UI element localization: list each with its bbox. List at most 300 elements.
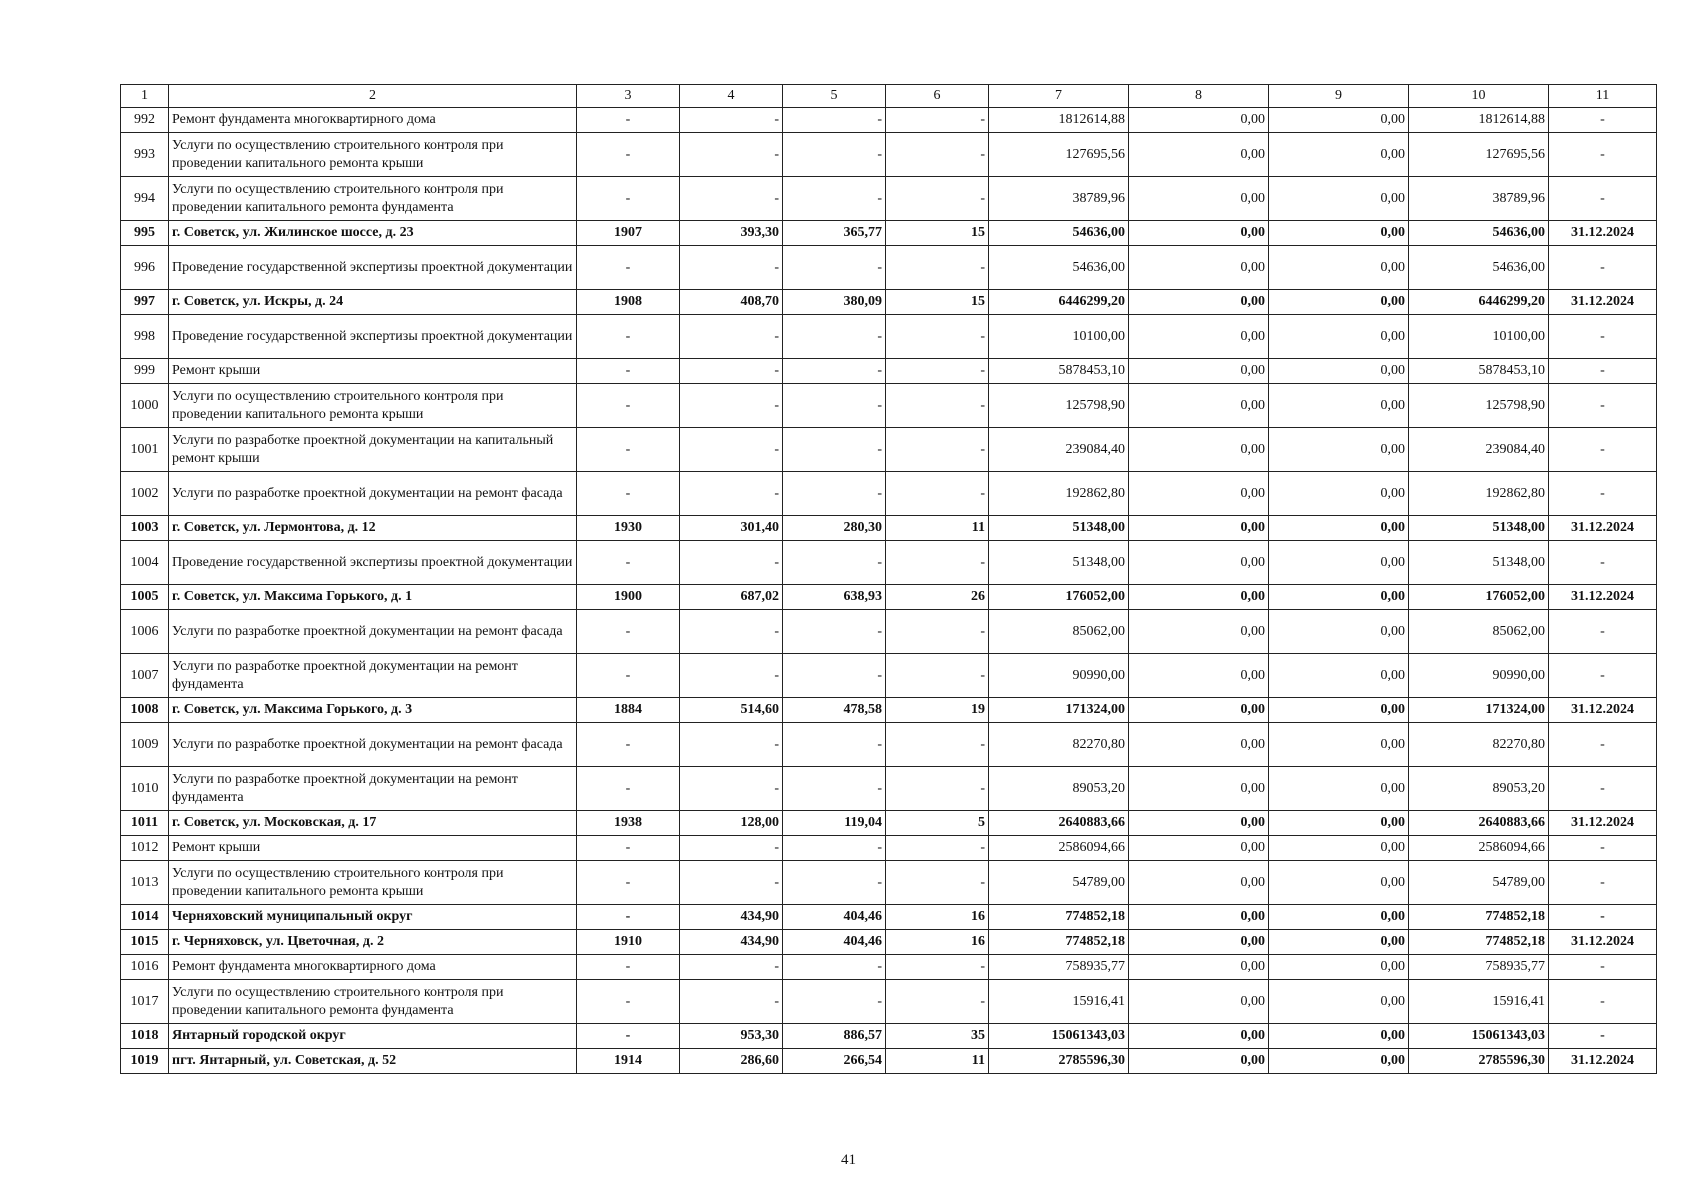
year-cell: 1910 xyxy=(577,930,680,955)
residents-cell: - xyxy=(886,980,989,1024)
residents-cell: - xyxy=(886,246,989,290)
deadline-cell: - xyxy=(1549,610,1657,654)
cost-col10-cell: 192862,80 xyxy=(1409,472,1549,516)
deadline-cell: - xyxy=(1549,723,1657,767)
table-row xyxy=(121,1024,1657,1049)
row-number-cell: 1000 xyxy=(121,384,169,428)
cost-col10-cell: 51348,00 xyxy=(1409,541,1549,585)
col-header-1: 1 xyxy=(121,85,169,108)
row-number-cell: 1008 xyxy=(121,698,169,723)
table-row xyxy=(121,723,1657,767)
page-number: 41 xyxy=(841,1152,856,1168)
table-row xyxy=(121,980,1657,1024)
deadline-cell: 31.12.2024 xyxy=(1549,516,1657,541)
cost-col10-cell: 176052,00 xyxy=(1409,585,1549,610)
cost-col9-cell: 0,00 xyxy=(1269,767,1409,811)
residents-cell: - xyxy=(886,359,989,384)
area-total-cell: 687,02 xyxy=(680,585,783,610)
cost-col9-cell: 0,00 xyxy=(1269,221,1409,246)
residents-cell: 5 xyxy=(886,811,989,836)
deadline-cell: - xyxy=(1549,861,1657,905)
deadline-cell: 31.12.2024 xyxy=(1549,930,1657,955)
deadline-cell: - xyxy=(1549,541,1657,585)
row-number-cell: 1006 xyxy=(121,610,169,654)
cost-col8-cell: 0,00 xyxy=(1129,836,1269,861)
cost-col9-cell: 0,00 xyxy=(1269,516,1409,541)
name-cell: Услуги по разработке проектной документации на ремонт фундамента xyxy=(169,654,577,698)
cost-col9-cell: 0,00 xyxy=(1269,384,1409,428)
col-header-11: 11 xyxy=(1549,85,1657,108)
deadline-cell: 31.12.2024 xyxy=(1549,1049,1657,1074)
cost-col10-cell: 774852,18 xyxy=(1409,905,1549,930)
cost-col8-cell: 0,00 xyxy=(1129,698,1269,723)
year-cell: 1938 xyxy=(577,811,680,836)
cost-col8-cell: 0,00 xyxy=(1129,767,1269,811)
name-cell: пгт. Янтарный, ул. Советская, д. 52 xyxy=(169,1049,577,1074)
cost-col10-cell: 6446299,20 xyxy=(1409,290,1549,315)
row-number-cell: 993 xyxy=(121,133,169,177)
residents-cell: - xyxy=(886,384,989,428)
cost-col8-cell: 0,00 xyxy=(1129,133,1269,177)
cost-total-cell: 90990,00 xyxy=(989,654,1129,698)
cost-total-cell: 2785596,30 xyxy=(989,1049,1129,1074)
col-header-2: 2 xyxy=(169,85,577,108)
cost-col8-cell: 0,00 xyxy=(1129,384,1269,428)
cost-col10-cell: 2640883,66 xyxy=(1409,811,1549,836)
deadline-cell: 31.12.2024 xyxy=(1549,811,1657,836)
cost-col8-cell: 0,00 xyxy=(1129,930,1269,955)
cost-col9-cell: 0,00 xyxy=(1269,315,1409,359)
cost-col10-cell: 2785596,30 xyxy=(1409,1049,1549,1074)
cost-total-cell: 1812614,88 xyxy=(989,108,1129,133)
name-cell: г. Советск, ул. Максима Горького, д. 1 xyxy=(169,585,577,610)
cost-total-cell: 85062,00 xyxy=(989,610,1129,654)
area-total-cell: - xyxy=(680,955,783,980)
cost-col10-cell: 90990,00 xyxy=(1409,654,1549,698)
residents-cell: - xyxy=(886,472,989,516)
year-cell: - xyxy=(577,1024,680,1049)
cost-total-cell: 5878453,10 xyxy=(989,359,1129,384)
table-row xyxy=(121,811,1657,836)
table-row xyxy=(121,246,1657,290)
area-living-cell: - xyxy=(783,861,886,905)
residents-cell: - xyxy=(886,133,989,177)
area-living-cell: 404,46 xyxy=(783,905,886,930)
name-cell: Янтарный городской округ xyxy=(169,1024,577,1049)
cost-total-cell: 6446299,20 xyxy=(989,290,1129,315)
works-table xyxy=(120,84,1657,1074)
area-living-cell: 280,30 xyxy=(783,516,886,541)
row-number-cell: 1013 xyxy=(121,861,169,905)
cost-col8-cell: 0,00 xyxy=(1129,1024,1269,1049)
deadline-cell: - xyxy=(1549,359,1657,384)
name-cell: Услуги по разработке проектной документации на капитальный ремонт крыши xyxy=(169,428,577,472)
area-total-cell: 434,90 xyxy=(680,930,783,955)
year-cell: 1900 xyxy=(577,585,680,610)
cost-col10-cell: 38789,96 xyxy=(1409,177,1549,221)
name-cell: Проведение государственной экспертизы проектной документации xyxy=(169,541,577,585)
cost-col10-cell: 125798,90 xyxy=(1409,384,1549,428)
name-cell: Проведение государственной экспертизы проектной документации xyxy=(169,246,577,290)
area-living-cell: - xyxy=(783,472,886,516)
name-cell: Услуги по осуществлению строительного контроля при проведении капитального ремонта фундамента xyxy=(169,177,577,221)
cost-total-cell: 171324,00 xyxy=(989,698,1129,723)
residents-cell: - xyxy=(886,955,989,980)
name-cell: Услуги по осуществлению строительного контроля при проведении капитального ремонта крыши xyxy=(169,384,577,428)
col-header-10: 10 xyxy=(1409,85,1549,108)
table-row xyxy=(121,836,1657,861)
cost-col9-cell: 0,00 xyxy=(1269,698,1409,723)
cost-total-cell: 239084,40 xyxy=(989,428,1129,472)
cost-col10-cell: 758935,77 xyxy=(1409,955,1549,980)
cost-col10-cell: 54636,00 xyxy=(1409,221,1549,246)
cost-col8-cell: 0,00 xyxy=(1129,315,1269,359)
cost-col9-cell: 0,00 xyxy=(1269,861,1409,905)
residents-cell: - xyxy=(886,108,989,133)
cost-col9-cell: 0,00 xyxy=(1269,1024,1409,1049)
row-number-cell: 1017 xyxy=(121,980,169,1024)
name-cell: Услуги по разработке проектной документации на ремонт фасада xyxy=(169,610,577,654)
year-cell: 1930 xyxy=(577,516,680,541)
residents-cell: - xyxy=(886,861,989,905)
year-cell: - xyxy=(577,108,680,133)
cost-total-cell: 774852,18 xyxy=(989,905,1129,930)
row-number-cell: 998 xyxy=(121,315,169,359)
year-cell: 1914 xyxy=(577,1049,680,1074)
area-living-cell: - xyxy=(783,980,886,1024)
table-row xyxy=(121,1049,1657,1074)
area-living-cell: 638,93 xyxy=(783,585,886,610)
table-row xyxy=(121,610,1657,654)
cost-total-cell: 758935,77 xyxy=(989,955,1129,980)
col-header-3: 3 xyxy=(577,85,680,108)
residents-cell: - xyxy=(886,315,989,359)
cost-col9-cell: 0,00 xyxy=(1269,472,1409,516)
residents-cell: - xyxy=(886,767,989,811)
cost-total-cell: 54636,00 xyxy=(989,221,1129,246)
table-row xyxy=(121,133,1657,177)
deadline-cell: - xyxy=(1549,767,1657,811)
area-total-cell: 286,60 xyxy=(680,1049,783,1074)
cost-total-cell: 51348,00 xyxy=(989,541,1129,585)
row-number-cell: 1016 xyxy=(121,955,169,980)
table-row xyxy=(121,955,1657,980)
cost-col9-cell: 0,00 xyxy=(1269,290,1409,315)
name-cell: г. Черняховск, ул. Цветочная, д. 2 xyxy=(169,930,577,955)
cost-total-cell: 125798,90 xyxy=(989,384,1129,428)
area-living-cell: - xyxy=(783,836,886,861)
residents-cell: 19 xyxy=(886,698,989,723)
year-cell: - xyxy=(577,472,680,516)
area-total-cell: 393,30 xyxy=(680,221,783,246)
cost-total-cell: 192862,80 xyxy=(989,472,1129,516)
residents-cell: 11 xyxy=(886,1049,989,1074)
year-cell: - xyxy=(577,541,680,585)
row-number-cell: 994 xyxy=(121,177,169,221)
cost-col8-cell: 0,00 xyxy=(1129,359,1269,384)
deadline-cell: - xyxy=(1549,133,1657,177)
row-number-cell: 1014 xyxy=(121,905,169,930)
table-row xyxy=(121,654,1657,698)
cost-col9-cell: 0,00 xyxy=(1269,133,1409,177)
year-cell: - xyxy=(577,861,680,905)
cost-col8-cell: 0,00 xyxy=(1129,1049,1269,1074)
cost-total-cell: 54789,00 xyxy=(989,861,1129,905)
year-cell: - xyxy=(577,384,680,428)
cost-col9-cell: 0,00 xyxy=(1269,980,1409,1024)
year-cell: - xyxy=(577,955,680,980)
table-row xyxy=(121,767,1657,811)
area-total-cell: - xyxy=(680,610,783,654)
year-cell: - xyxy=(577,836,680,861)
area-living-cell: - xyxy=(783,767,886,811)
name-cell: г. Советск, ул. Жилинское шоссе, д. 23 xyxy=(169,221,577,246)
residents-cell: - xyxy=(886,610,989,654)
column-number-row xyxy=(121,85,1657,108)
area-total-cell: 953,30 xyxy=(680,1024,783,1049)
table-body xyxy=(121,85,1657,1074)
cost-total-cell: 82270,80 xyxy=(989,723,1129,767)
cost-col8-cell: 0,00 xyxy=(1129,811,1269,836)
cost-col10-cell: 54636,00 xyxy=(1409,246,1549,290)
area-total-cell: - xyxy=(680,836,783,861)
deadline-cell: 31.12.2024 xyxy=(1549,290,1657,315)
area-total-cell: - xyxy=(680,980,783,1024)
cost-total-cell: 10100,00 xyxy=(989,315,1129,359)
residents-cell: 15 xyxy=(886,290,989,315)
name-cell: Услуги по разработке проектной документации на ремонт фасада xyxy=(169,472,577,516)
name-cell: Услуги по осуществлению строительного контроля при проведении капитального ремонта крыши xyxy=(169,861,577,905)
year-cell: - xyxy=(577,610,680,654)
cost-col8-cell: 0,00 xyxy=(1129,246,1269,290)
residents-cell: 26 xyxy=(886,585,989,610)
cost-col10-cell: 82270,80 xyxy=(1409,723,1549,767)
area-living-cell: 380,09 xyxy=(783,290,886,315)
name-cell: Услуги по разработке проектной документации на ремонт фундамента xyxy=(169,767,577,811)
row-number-cell: 995 xyxy=(121,221,169,246)
deadline-cell: - xyxy=(1549,980,1657,1024)
row-number-cell: 1019 xyxy=(121,1049,169,1074)
cost-col9-cell: 0,00 xyxy=(1269,1049,1409,1074)
cost-col10-cell: 2586094,66 xyxy=(1409,836,1549,861)
cost-col9-cell: 0,00 xyxy=(1269,836,1409,861)
area-total-cell: - xyxy=(680,359,783,384)
area-living-cell: 266,54 xyxy=(783,1049,886,1074)
deadline-cell: - xyxy=(1549,315,1657,359)
name-cell: Услуги по осуществлению строительного контроля при проведении капитального ремонта фундамента xyxy=(169,980,577,1024)
cost-total-cell: 774852,18 xyxy=(989,930,1129,955)
cost-col8-cell: 0,00 xyxy=(1129,428,1269,472)
name-cell: г. Советск, ул. Московская, д. 17 xyxy=(169,811,577,836)
year-cell: - xyxy=(577,359,680,384)
year-cell: 1884 xyxy=(577,698,680,723)
year-cell: - xyxy=(577,133,680,177)
area-total-cell: - xyxy=(680,541,783,585)
cost-col8-cell: 0,00 xyxy=(1129,905,1269,930)
area-total-cell: - xyxy=(680,654,783,698)
cost-total-cell: 54636,00 xyxy=(989,246,1129,290)
cost-col9-cell: 0,00 xyxy=(1269,359,1409,384)
cost-col9-cell: 0,00 xyxy=(1269,905,1409,930)
table-row xyxy=(121,221,1657,246)
name-cell: Ремонт крыши xyxy=(169,359,577,384)
area-total-cell: - xyxy=(680,861,783,905)
deadline-cell: - xyxy=(1549,955,1657,980)
area-total-cell: - xyxy=(680,133,783,177)
area-total-cell: - xyxy=(680,472,783,516)
row-number-cell: 1007 xyxy=(121,654,169,698)
area-living-cell: - xyxy=(783,133,886,177)
row-number-cell: 1011 xyxy=(121,811,169,836)
residents-cell: 16 xyxy=(886,930,989,955)
table-row xyxy=(121,384,1657,428)
cost-col10-cell: 127695,56 xyxy=(1409,133,1549,177)
cost-total-cell: 89053,20 xyxy=(989,767,1129,811)
cost-total-cell: 15916,41 xyxy=(989,980,1129,1024)
cost-col8-cell: 0,00 xyxy=(1129,980,1269,1024)
cost-total-cell: 176052,00 xyxy=(989,585,1129,610)
area-living-cell: 886,57 xyxy=(783,1024,886,1049)
cost-col9-cell: 0,00 xyxy=(1269,610,1409,654)
table-row xyxy=(121,930,1657,955)
area-total-cell: 128,00 xyxy=(680,811,783,836)
year-cell: 1907 xyxy=(577,221,680,246)
table-row xyxy=(121,698,1657,723)
col-header-8: 8 xyxy=(1129,85,1269,108)
area-total-cell: 434,90 xyxy=(680,905,783,930)
cost-total-cell: 15061343,03 xyxy=(989,1024,1129,1049)
cost-col8-cell: 0,00 xyxy=(1129,610,1269,654)
cost-col8-cell: 0,00 xyxy=(1129,955,1269,980)
area-total-cell: 408,70 xyxy=(680,290,783,315)
area-living-cell: 404,46 xyxy=(783,930,886,955)
cost-col10-cell: 89053,20 xyxy=(1409,767,1549,811)
area-living-cell: - xyxy=(783,428,886,472)
area-total-cell: - xyxy=(680,384,783,428)
name-cell: г. Советск, ул. Лермонтова, д. 12 xyxy=(169,516,577,541)
cost-col10-cell: 51348,00 xyxy=(1409,516,1549,541)
area-total-cell: - xyxy=(680,177,783,221)
col-header-9: 9 xyxy=(1269,85,1409,108)
name-cell: Услуги по осуществлению строительного контроля при проведении капитального ремонта крыши xyxy=(169,133,577,177)
col-header-7: 7 xyxy=(989,85,1129,108)
cost-col9-cell: 0,00 xyxy=(1269,177,1409,221)
name-cell: г. Советск, ул. Искры, д. 24 xyxy=(169,290,577,315)
area-living-cell: - xyxy=(783,955,886,980)
row-number-cell: 1012 xyxy=(121,836,169,861)
cost-total-cell: 38789,96 xyxy=(989,177,1129,221)
deadline-cell: 31.12.2024 xyxy=(1549,221,1657,246)
cost-col8-cell: 0,00 xyxy=(1129,290,1269,315)
area-total-cell: - xyxy=(680,428,783,472)
cost-col9-cell: 0,00 xyxy=(1269,955,1409,980)
cost-col8-cell: 0,00 xyxy=(1129,654,1269,698)
area-living-cell: - xyxy=(783,541,886,585)
area-living-cell: 119,04 xyxy=(783,811,886,836)
cost-col10-cell: 85062,00 xyxy=(1409,610,1549,654)
residents-cell: - xyxy=(886,428,989,472)
cost-col10-cell: 15061343,03 xyxy=(1409,1024,1549,1049)
table-row xyxy=(121,359,1657,384)
col-header-4: 4 xyxy=(680,85,783,108)
deadline-cell: - xyxy=(1549,472,1657,516)
area-living-cell: - xyxy=(783,315,886,359)
name-cell: Проведение государственной экспертизы проектной документации xyxy=(169,315,577,359)
row-number-cell: 992 xyxy=(121,108,169,133)
cost-col8-cell: 0,00 xyxy=(1129,108,1269,133)
area-living-cell: - xyxy=(783,359,886,384)
deadline-cell: - xyxy=(1549,177,1657,221)
table-row xyxy=(121,315,1657,359)
cost-col8-cell: 0,00 xyxy=(1129,585,1269,610)
cost-total-cell: 127695,56 xyxy=(989,133,1129,177)
cost-col9-cell: 0,00 xyxy=(1269,811,1409,836)
row-number-cell: 1001 xyxy=(121,428,169,472)
residents-cell: - xyxy=(886,654,989,698)
cost-col10-cell: 15916,41 xyxy=(1409,980,1549,1024)
year-cell: - xyxy=(577,654,680,698)
deadline-cell: - xyxy=(1549,108,1657,133)
cost-col10-cell: 5878453,10 xyxy=(1409,359,1549,384)
cost-col9-cell: 0,00 xyxy=(1269,541,1409,585)
row-number-cell: 1009 xyxy=(121,723,169,767)
area-living-cell: - xyxy=(783,177,886,221)
deadline-cell: 31.12.2024 xyxy=(1549,698,1657,723)
year-cell: - xyxy=(577,177,680,221)
table-row xyxy=(121,905,1657,930)
area-living-cell: - xyxy=(783,610,886,654)
year-cell: - xyxy=(577,905,680,930)
year-cell: - xyxy=(577,315,680,359)
cost-col9-cell: 0,00 xyxy=(1269,585,1409,610)
area-living-cell: 478,58 xyxy=(783,698,886,723)
area-total-cell: - xyxy=(680,246,783,290)
row-number-cell: 997 xyxy=(121,290,169,315)
name-cell: Черняховский муниципальный округ xyxy=(169,905,577,930)
name-cell: Услуги по разработке проектной документации на ремонт фасада xyxy=(169,723,577,767)
table-row xyxy=(121,472,1657,516)
cost-col9-cell: 0,00 xyxy=(1269,930,1409,955)
deadline-cell: - xyxy=(1549,384,1657,428)
year-cell: - xyxy=(577,428,680,472)
area-living-cell: - xyxy=(783,246,886,290)
area-living-cell: 365,77 xyxy=(783,221,886,246)
cost-total-cell: 2640883,66 xyxy=(989,811,1129,836)
row-number-cell: 1004 xyxy=(121,541,169,585)
deadline-cell: - xyxy=(1549,428,1657,472)
area-total-cell: - xyxy=(680,315,783,359)
name-cell: Ремонт крыши xyxy=(169,836,577,861)
cost-col9-cell: 0,00 xyxy=(1269,246,1409,290)
row-number-cell: 1005 xyxy=(121,585,169,610)
deadline-cell: - xyxy=(1549,1024,1657,1049)
table-row xyxy=(121,428,1657,472)
cost-col9-cell: 0,00 xyxy=(1269,723,1409,767)
cost-col9-cell: 0,00 xyxy=(1269,428,1409,472)
residents-cell: - xyxy=(886,177,989,221)
table-row xyxy=(121,861,1657,905)
cost-col10-cell: 54789,00 xyxy=(1409,861,1549,905)
area-total-cell: - xyxy=(680,108,783,133)
name-cell: г. Советск, ул. Максима Горького, д. 3 xyxy=(169,698,577,723)
area-living-cell: - xyxy=(783,723,886,767)
area-total-cell: 301,40 xyxy=(680,516,783,541)
year-cell: - xyxy=(577,980,680,1024)
cost-col8-cell: 0,00 xyxy=(1129,221,1269,246)
row-number-cell: 1015 xyxy=(121,930,169,955)
row-number-cell: 999 xyxy=(121,359,169,384)
deadline-cell: - xyxy=(1549,836,1657,861)
